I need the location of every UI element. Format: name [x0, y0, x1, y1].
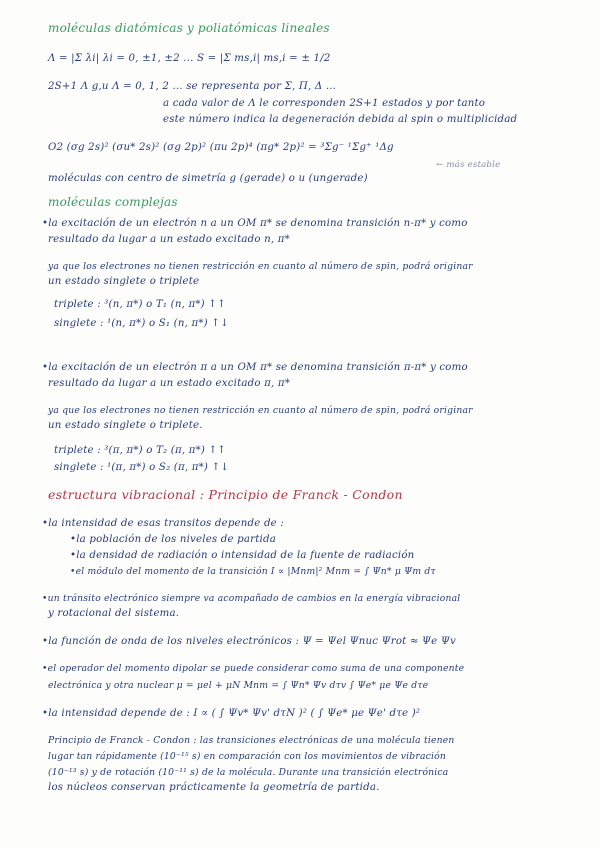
franck-condon-line-2: lugar tan rápidamente (10⁻¹⁵ s) en comparación con los movimientos de vibración	[48, 751, 446, 762]
degeneracy-line-1: a cada valor de Λ le corresponden 2S+1 estados y por tanto	[163, 98, 486, 109]
electronic-transit-line-2: y rotacional del sistema.	[48, 608, 180, 619]
electronic-transit-line-1: •un tránsito electrónico siempre va acompañado de cambios en la energía vibracional	[42, 593, 461, 604]
franck-condon-line-3: (10⁻¹³ s) y de rotación (10⁻¹¹ s) de la molécula. Durante una transición electrónica	[48, 767, 449, 778]
term-symbol-line: 2S+1 Λ g,u Λ = 0, 1, 2 ... se representa por Σ, Π, Δ ...	[48, 81, 337, 92]
bullet-radiation-density: •la densidad de radiación o intensidad de la fuente de radiación	[70, 550, 415, 561]
degeneracy-line-2: este número indica la degeneración debida al spin o multiplicidad	[163, 114, 518, 125]
spin-restriction-line-1: ya que los electrones no tienen restricción en cuanto al número de spin, podrá originar	[48, 261, 473, 272]
singlet-n-pi: singlete : ¹(n, π*) o S₁ (n, π*) ↑↓	[54, 318, 229, 329]
heading-linear-molecules: moléculas diatómicas y poliatómicas lineales	[48, 21, 330, 35]
franck-condon-line-4: los núcleos conservan prácticamente la geometría de partida.	[48, 782, 380, 793]
singlet-pi-pi: singlete : ¹(π, π*) o S₂ (π, π*) ↑↓	[54, 462, 230, 473]
spin-restriction-line-4: un estado singlete o triplete.	[48, 420, 203, 431]
intensity-formula-line: •la intensidad depende de : I ∝ ( ∫ Ψv* Ψv' dτN )² ( ∫ Ψe* μe Ψe' dτe )²	[42, 708, 421, 719]
triplet-n-pi: triplete : ³(n, π*) o T₁ (n, π*) ↑↑	[54, 299, 226, 310]
franck-condon-line-1: Principio de Franck - Condon : las transiciones electrónicas de una molécula tienen	[48, 735, 455, 746]
pi-pi-transition-line-1: •la excitación de un electrón π a un OM π* se denomina transición π-π* y como	[42, 362, 468, 373]
intensity-depends-line: •la intensidad de esas transitos depende de :	[42, 518, 284, 529]
oxygen-configuration: O2 (σg 2s)² (σu* 2s)² (σg 2p)² (πu 2p)⁴ (πg* 2p)² = ³Σg⁻ ¹Σg⁺ ¹Δg	[48, 142, 394, 153]
symmetry-centre-line: moléculas con centro de simetría g (gerade) o u (ungerade)	[48, 173, 368, 184]
triplet-pi-pi: triplete : ³(π, π*) o T₂ (π, π*) ↑↑	[54, 445, 227, 456]
quantum-number-definitions: Λ = |Σ λi| λi = 0, ±1, ±2 ... S = |Σ ms,i| ms,i = ± 1/2	[48, 53, 331, 64]
dipole-operator-line-1: •el operador del momento dipolar se puede considerar como suma de una componente	[42, 663, 465, 674]
dipole-operator-line-2: electrónica y otra nuclear μ = μel + μN Mnm = ∫ Ψn* Ψv dτv ∫ Ψe* μe Ψe dτe	[48, 680, 429, 691]
spin-restriction-line-3: ya que los electrones no tienen restricción en cuanto al número de spin, podrá originar	[48, 405, 473, 416]
spin-restriction-line-2: un estado singlete o triplete	[48, 276, 200, 287]
wavefunction-line: •la función de onda de los niveles electrónicos : Ψ = Ψel Ψnuc Ψrot ≈ Ψe Ψv	[42, 636, 456, 647]
pi-pi-transition-line-2: resultado da lugar a un estado excitado π, π*	[48, 378, 291, 389]
heading-complex-molecules: moléculas complejas	[48, 195, 178, 209]
n-pi-transition-line-1: •la excitación de un electrón n a un OM π* se denomina transición n-π* y como	[42, 218, 468, 229]
n-pi-transition-line-2: resultado da lugar a un estado excitado n, π*	[48, 234, 290, 245]
most-stable-note: ← más estable	[436, 160, 501, 170]
heading-vibrational-structure: estructura vibracional : Principio de Franck - Condon	[48, 487, 403, 502]
bullet-transition-moment: •el módulo del momento de la transición I ∝ |Mnm|² Mnm = ∫ Ψn* μ Ψm dτ	[70, 566, 436, 577]
bullet-population: •la población de los niveles de partida	[70, 534, 276, 545]
